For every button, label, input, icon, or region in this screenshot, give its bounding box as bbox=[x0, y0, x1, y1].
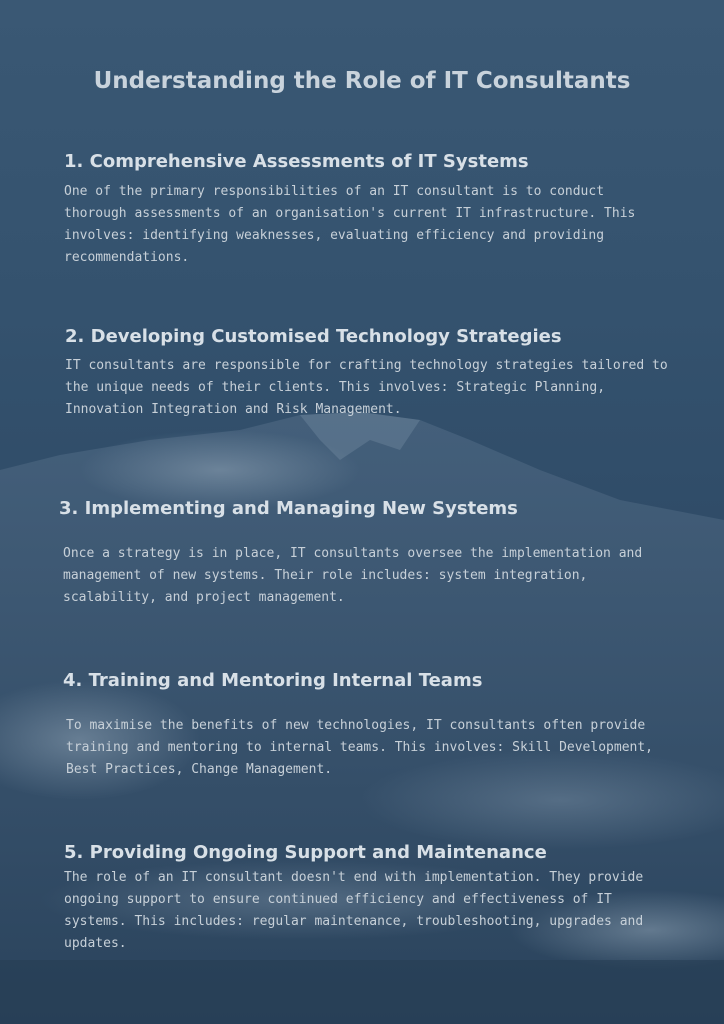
section-heading: 4. Training and Mentoring Internal Teams bbox=[63, 670, 483, 691]
section-body: IT consultants are responsible for crafting technology strategies tailored to the unique needs of their clients. This involves: Strategic Planning, Innovation Integration and Risk Management. bbox=[65, 358, 668, 417]
section-heading: 5. Providing Ongoing Support and Maintenance bbox=[64, 842, 547, 863]
section-1 bbox=[64, 150, 664, 269]
section-body: To maximise the benefits of new technologies, IT consultants often provide training and mentoring to internal teams. This involves: Skill Development, Best Practices, Change Management. bbox=[66, 718, 653, 777]
section-4 bbox=[63, 669, 663, 781]
section-3 bbox=[59, 497, 659, 609]
section-body: The role of an IT consultant doesn't end with implementation. They provide ongoing support to ensure continued efficiency and effectiveness of IT systems. This includes: regular maintenance, troubleshooting, upgrades and updates. bbox=[64, 870, 644, 951]
section-5 bbox=[64, 841, 664, 955]
section-body: One of the primary responsibilities of an IT consultant is to conduct thorough assessments of an organisation's current IT infrastructure. This involves: identifying weaknesses, evaluating efficiency and providing recommendations. bbox=[64, 184, 636, 265]
section-heading: 3. Implementing and Managing New Systems bbox=[59, 498, 518, 519]
section-heading: 1. Comprehensive Assessments of IT Systems bbox=[64, 151, 529, 172]
section-body: Once a strategy is in place, IT consultants oversee the implementation and management of new systems. Their role includes: system integration, scalability, and project management. bbox=[63, 546, 643, 605]
page-title: Understanding the Role of IT Consultants bbox=[93, 68, 631, 94]
section-2 bbox=[65, 325, 668, 421]
section-heading: 2. Developing Customised Technology Strategies bbox=[65, 326, 562, 347]
